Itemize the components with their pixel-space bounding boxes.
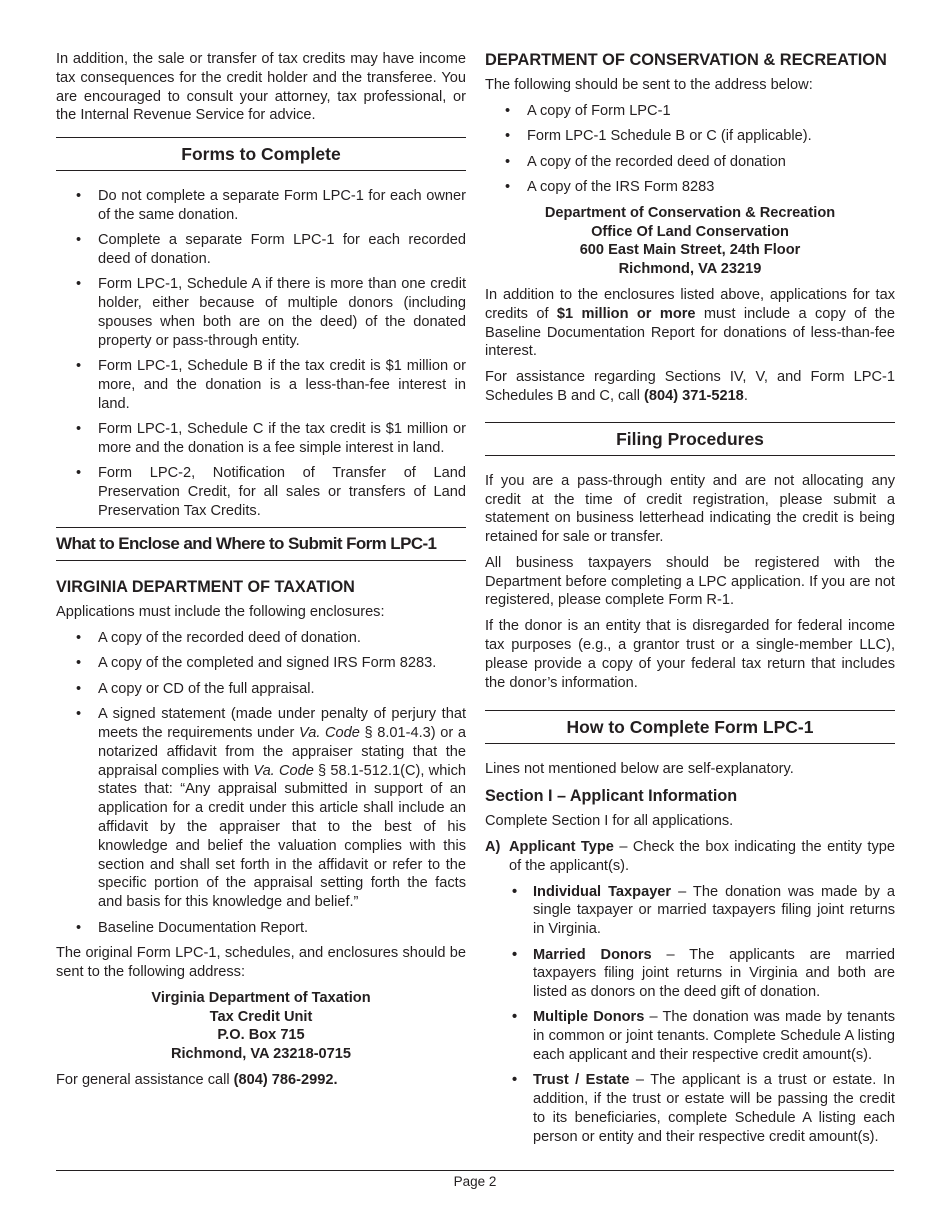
- howto-heading: How to Complete Form LPC-1: [485, 710, 895, 744]
- filing-paragraph: If the donor is an entity that is disregarded for federal income tax purposes (e.g., a grantor trust or a single-member LLC), please provide a copy of your federal tax return that includes the donor’s information.: [485, 618, 895, 691]
- va-code-1: Va. Code: [299, 724, 360, 741]
- vdt-intro: Applications must include the following enclosures:: [56, 603, 385, 620]
- forms-heading: Forms to Complete: [56, 137, 466, 171]
- applicant-type-title: Applicant Type: [509, 839, 614, 856]
- list-item: [56, 705, 466, 912]
- right-column: [485, 50, 895, 1153]
- type-title: Individual Taxpayer: [533, 883, 672, 900]
- list-item: • A copy of the recorded deed of donation.: [56, 629, 466, 648]
- list-item: • Form LPC-1 Schedule B or C (if applicable).: [485, 127, 895, 146]
- list-item: • Do not complete a separate Form LPC-1 for each owner of the same donation.: [56, 187, 466, 225]
- statement-text-3: § 58.1-512.1(C), which states that: “Any appraisal submitted in support of an application for a credit under this article shall include an affidavit by the appraiser that to the best of his knowledge and belief the valuation complies with this section and shall set forth in the affidavit or refer to the specific portion of the appraisal setting forth the facts and basis for this knowledge and belief.”: [98, 762, 466, 911]
- type-title: Married Donors: [533, 946, 652, 963]
- applicant-type-list: [485, 883, 895, 1147]
- vdt-address: [56, 989, 466, 1064]
- vdt-list: [56, 629, 466, 938]
- address-line: P.O. Box 715: [217, 1027, 305, 1044]
- assist-phone: (804) 786-2992.: [233, 1071, 338, 1088]
- type-text: – The donation was made by a single taxpayer or married taxpayers filing joint returns in Virginia.: [533, 883, 895, 938]
- list-item: • A copy of the completed and signed IRS Form 8283.: [56, 654, 466, 673]
- general-assistance: [56, 1071, 466, 1090]
- type-text: – The applicant is a trust or estate. In addition, if the trust or estate will be passing the credit to its beneficiaries, complete Schedule A listing each person or entity and their respective credit amount(s).: [533, 1072, 895, 1145]
- list-item: [485, 1008, 895, 1064]
- address-line: Richmond, VA 23219: [618, 261, 762, 278]
- type-text: – The applicants are married taxpayers filing joint returns in Virginia and both are listed as donors on the deed gift of donation.: [533, 946, 895, 1001]
- type-text: – The donation was made by tenants in common or joint tenants. Complete Schedule A listing each applicant and their respective credit amount(s).: [533, 1009, 895, 1064]
- address-line: Office Of Land Conservation: [591, 223, 789, 240]
- list-item: • A copy of the IRS Form 8283: [485, 178, 895, 197]
- vdt-heading: VIRGINIA DEPARTMENT OF TAXATION: [56, 577, 355, 596]
- list-item: • A copy of Form LPC-1: [485, 102, 895, 121]
- page-footer: [56, 1170, 894, 1192]
- statement-text-1: A signed statement (made under penalty of perjury that meets the requirements under: [98, 706, 466, 741]
- va-code-2: Va. Code: [253, 762, 314, 779]
- baseline-text-1: In addition to the enclosures listed above, applications for tax credits of: [485, 286, 895, 322]
- list-item: [485, 1071, 895, 1146]
- baseline-paragraph: [485, 286, 895, 361]
- address-line: Virginia Department of Taxation: [151, 989, 371, 1006]
- statement-text-2: § 8.01-4.3) or a notarized affidavit from the appraiser stating that the appraisal complies with: [98, 724, 466, 779]
- list-item: • A copy of the recorded deed of donation: [485, 153, 895, 172]
- list-item: [485, 883, 895, 939]
- dcr-address: [485, 204, 895, 279]
- mail-intro: The original Form LPC-1, schedules, and enclosures should be sent to the following address:: [56, 945, 466, 980]
- item-letter: A): [485, 839, 501, 856]
- assist-text: For general assistance call: [56, 1071, 234, 1088]
- section1-heading: Section I – Applicant Information: [485, 787, 738, 806]
- section1-intro: Complete Section I for all applications.: [485, 813, 734, 830]
- address-line: Department of Conservation & Recreation: [544, 204, 836, 221]
- assist-text: For assistance regarding Sections IV, V, and Form LPC-1 Schedules B and C, call: [485, 369, 895, 404]
- forms-list: [56, 187, 466, 520]
- address-line: Tax Credit Unit: [209, 1008, 313, 1025]
- type-title: Multiple Donors: [533, 1009, 645, 1026]
- assist-phone: (804) 371-5218: [644, 387, 744, 404]
- page-number: Page 2: [453, 1174, 497, 1189]
- filing-heading: Filing Procedures: [485, 422, 895, 456]
- enclose-heading: What to Enclose and Where to Submit Form LPC-1: [56, 527, 466, 561]
- list-item: [485, 946, 895, 1002]
- dcr-intro: The following should be sent to the address below:: [485, 77, 813, 93]
- howto-intro: Lines not mentioned below are self-explanatory.: [485, 761, 794, 778]
- applicant-type-item: [485, 838, 895, 876]
- dcr-heading: DEPARTMENT OF CONSERVATION & RECREATION: [485, 51, 887, 69]
- type-title: Trust / Estate: [533, 1072, 630, 1089]
- applicant-type-text: – Check the box indicating the entity type of the applicant(s).: [509, 839, 895, 874]
- list-item: • Baseline Documentation Report.: [56, 919, 466, 938]
- filing-paragraph: If you are a pass-through entity and are not allocating any credit at the time of credit registration, please submit a statement on business letterhead indicating the credit is being retained for sale or transfer.: [485, 472, 895, 546]
- list-item: • Form LPC-1, Schedule B if the tax credit is $1 million or more, and the donation is a less-than-fee interest in land.: [56, 357, 466, 413]
- list-item: • Form LPC-1, Schedule C if the tax credit is $1 million or more and the donation is a fee simple interest in land.: [56, 420, 466, 458]
- baseline-text-2: must include a copy of the Baseline Documentation Report for donations of less-than-fee interest.: [485, 305, 895, 360]
- filing-paragraph: All business taxpayers should be registered with the Department before completing a LPC application. If you are not registered, please complete Form R-1.: [485, 554, 895, 609]
- left-column: [56, 50, 466, 1097]
- list-item: • Form LPC-1, Schedule A if there is more than one credit holder, either because of multiple donors (including spouses when both are on the deed) of the donated property or pass-through entity.: [56, 275, 466, 350]
- assist-end: .: [743, 387, 748, 404]
- intro-paragraph: In addition, the sale or transfer of tax credits may have income tax consequences for the credit holder and the transferee. You are encouraged to consult your attorney, tax professional, or the Internal Revenue Service for advice.: [56, 51, 466, 124]
- list-item: • Form LPC-2, Notification of Transfer of Land Preservation Credit, for all sales or transfers of Land Preservation Tax Credits.: [56, 464, 466, 520]
- address-line: Richmond, VA 23218-0715: [170, 1046, 352, 1063]
- address-line: 600 East Main Street, 24th Floor: [579, 242, 801, 259]
- list-item: • Complete a separate Form LPC-1 for each recorded deed of donation.: [56, 231, 466, 269]
- dcr-assistance: [485, 368, 895, 406]
- million-threshold: $1 million or more: [556, 305, 696, 322]
- list-item: • A copy or CD of the full appraisal.: [56, 680, 466, 699]
- dcr-list: [485, 102, 895, 197]
